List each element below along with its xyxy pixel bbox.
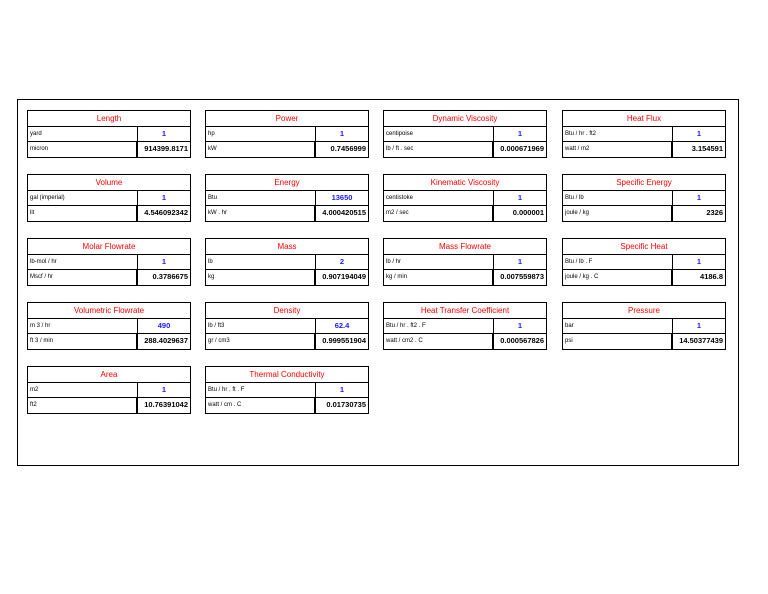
- volumetric-flowrate-input-value[interactable]: 490: [157, 321, 171, 330]
- heat-transfer-coefficient-output-row: [384, 334, 546, 349]
- kinematic-viscosity-title: Kinematic Viscosity: [384, 175, 546, 191]
- power-output-value: 0.7456999: [330, 144, 366, 153]
- thermal-conductivity-input-value[interactable]: 1: [339, 385, 345, 394]
- mass-input-row: [206, 255, 368, 270]
- thermal-conductivity-from-unit[interactable]: Btu / hr . ft . F: [206, 383, 316, 397]
- mass-flowrate-converter: [383, 238, 547, 286]
- energy-input-row: [206, 191, 368, 206]
- heat-transfer-coefficient-input-row: [384, 319, 546, 334]
- length-to-unit[interactable]: micron: [28, 142, 138, 157]
- energy-output-row: [206, 206, 368, 221]
- density-output-value: 0.999551904: [322, 336, 366, 345]
- volumetric-flowrate-to-unit[interactable]: ft 3 / min: [28, 334, 138, 349]
- molar-flowrate-converter: [27, 238, 191, 286]
- kinematic-viscosity-output-value: 0.000001: [512, 208, 544, 217]
- dynamic-viscosity-title: Dynamic Viscosity: [384, 111, 546, 127]
- mass-flowrate-output-value: 0.007559873: [500, 272, 544, 281]
- molar-flowrate-input-row: [28, 255, 190, 270]
- length-converter: [27, 110, 191, 158]
- pressure-title: Pressure: [563, 303, 725, 319]
- volumetric-flowrate-output-row: [28, 334, 190, 349]
- length-output-value: 914399.8171: [144, 144, 188, 153]
- specific-heat-to-unit[interactable]: joule / kg . C: [563, 270, 673, 285]
- area-input-value[interactable]: 1: [161, 385, 167, 394]
- thermal-conductivity-input-row: [206, 383, 368, 398]
- pressure-from-unit[interactable]: bar: [563, 319, 673, 333]
- heat-flux-to-unit[interactable]: watt / m2: [563, 142, 673, 157]
- kinematic-viscosity-input-row: [384, 191, 546, 206]
- volume-converter: [27, 174, 191, 222]
- energy-input-value[interactable]: 13650: [331, 193, 353, 202]
- specific-energy-output-row: [563, 206, 725, 221]
- heat-flux-output-row: [563, 142, 725, 157]
- specific-energy-to-unit[interactable]: joule / kg: [563, 206, 673, 221]
- specific-energy-input-value[interactable]: 1: [696, 193, 702, 202]
- heat-flux-input-row: [563, 127, 725, 142]
- pressure-output-value: 14.50377439: [679, 336, 723, 345]
- length-input-row: [28, 127, 190, 142]
- energy-converter: [205, 174, 369, 222]
- kinematic-viscosity-converter: [383, 174, 547, 222]
- dynamic-viscosity-from-unit[interactable]: centipoise: [384, 127, 494, 141]
- heat-transfer-coefficient-to-unit[interactable]: watt / cm2 . C: [384, 334, 494, 349]
- energy-from-unit[interactable]: Btu: [206, 191, 316, 205]
- heat-transfer-coefficient-converter: [383, 302, 547, 350]
- heat-transfer-coefficient-from-unit[interactable]: Btu / hr . ft2 . F: [384, 319, 494, 333]
- volumetric-flowrate-input-row: [28, 319, 190, 334]
- length-input-value[interactable]: 1: [161, 129, 167, 138]
- specific-heat-output-row: [563, 270, 725, 285]
- density-from-unit[interactable]: lb / ft3: [206, 319, 316, 333]
- area-title: Area: [28, 367, 190, 383]
- mass-flowrate-input-value[interactable]: 1: [517, 257, 523, 266]
- energy-title: Energy: [206, 175, 368, 191]
- area-from-unit[interactable]: m2: [28, 383, 138, 397]
- thermal-conductivity-to-unit[interactable]: watt / cm . C: [206, 398, 316, 413]
- heat-flux-from-unit[interactable]: Btu / hr . ft2: [563, 127, 673, 141]
- mass-output-value: 0.907194049: [322, 272, 366, 281]
- thermal-conductivity-converter: [205, 366, 369, 414]
- heat-flux-converter: [562, 110, 726, 158]
- dynamic-viscosity-input-value[interactable]: 1: [517, 129, 523, 138]
- heat-transfer-coefficient-input-value[interactable]: 1: [517, 321, 523, 330]
- dynamic-viscosity-output-row: [384, 142, 546, 157]
- area-input-row: [28, 383, 190, 398]
- power-output-row: [206, 142, 368, 157]
- volume-output-row: [28, 206, 190, 221]
- density-title: Density: [206, 303, 368, 319]
- power-to-unit[interactable]: kW: [206, 142, 316, 157]
- power-converter: [205, 110, 369, 158]
- kinematic-viscosity-to-unit[interactable]: m2 / sec: [384, 206, 494, 221]
- heat-flux-output-value: 3.154591: [691, 144, 723, 153]
- molar-flowrate-output-row: [28, 270, 190, 285]
- thermal-conductivity-title: Thermal Conductivity: [206, 367, 368, 383]
- mass-flowrate-input-row: [384, 255, 546, 270]
- mass-from-unit[interactable]: lb: [206, 255, 316, 269]
- heat-transfer-coefficient-title: Heat Transfer Coefficient: [384, 303, 546, 319]
- length-title: Length: [28, 111, 190, 127]
- mass-flowrate-from-unit[interactable]: lb / hr: [384, 255, 494, 269]
- mass-input-value[interactable]: 2: [339, 257, 345, 266]
- molar-flowrate-to-unit[interactable]: Mscf / hr: [28, 270, 138, 285]
- pressure-input-value[interactable]: 1: [696, 321, 702, 330]
- mass-flowrate-title: Mass Flowrate: [384, 239, 546, 255]
- heat-flux-title: Heat Flux: [563, 111, 725, 127]
- thermal-conductivity-output-value: 0.01730735: [326, 400, 366, 409]
- energy-to-unit[interactable]: kW . hr: [206, 206, 316, 221]
- dynamic-viscosity-input-row: [384, 127, 546, 142]
- volumetric-flowrate-output-value: 288.4029637: [144, 336, 188, 345]
- mass-title: Mass: [206, 239, 368, 255]
- mass-flowrate-output-row: [384, 270, 546, 285]
- volume-output-value: 4.546092342: [144, 208, 188, 217]
- area-output-value: 10.76391042: [144, 400, 188, 409]
- energy-output-value: 4.000420515: [322, 208, 366, 217]
- dynamic-viscosity-to-unit[interactable]: lb / ft . sec: [384, 142, 494, 157]
- kinematic-viscosity-output-row: [384, 206, 546, 221]
- mass-to-unit[interactable]: kg: [206, 270, 316, 285]
- specific-heat-title: Specific Heat: [563, 239, 725, 255]
- volumetric-flowrate-converter: [27, 302, 191, 350]
- molar-flowrate-output-value: 0.3786675: [152, 272, 188, 281]
- kinematic-viscosity-from-unit[interactable]: centistoke: [384, 191, 494, 205]
- pressure-to-unit[interactable]: psi: [563, 334, 673, 349]
- heat-transfer-coefficient-output-value: 0.000567826: [500, 336, 544, 345]
- density-to-unit[interactable]: gr / cm3: [206, 334, 316, 349]
- specific-heat-from-unit[interactable]: Btu / lb . F: [563, 255, 673, 269]
- specific-heat-converter: [562, 238, 726, 286]
- mass-flowrate-to-unit[interactable]: kg / min: [384, 270, 494, 285]
- area-converter: [27, 366, 191, 414]
- specific-heat-input-row: [563, 255, 725, 270]
- molar-flowrate-from-unit[interactable]: lb-mol / hr: [28, 255, 138, 269]
- length-from-unit[interactable]: yard: [28, 127, 138, 141]
- volume-input-value[interactable]: 1: [161, 193, 167, 202]
- pressure-input-row: [563, 319, 725, 334]
- pressure-output-row: [563, 334, 725, 349]
- volumetric-flowrate-title: Volumetric Flowrate: [28, 303, 190, 319]
- heat-flux-input-value[interactable]: 1: [696, 129, 702, 138]
- volume-title: Volume: [28, 175, 190, 191]
- area-output-row: [28, 398, 190, 413]
- volumetric-flowrate-from-unit[interactable]: m 3 / hr: [28, 319, 138, 333]
- density-input-row: [206, 319, 368, 334]
- volume-input-row: [28, 191, 190, 206]
- power-title: Power: [206, 111, 368, 127]
- pressure-converter: [562, 302, 726, 350]
- mass-output-row: [206, 270, 368, 285]
- volume-to-unit[interactable]: lit: [28, 206, 138, 221]
- length-output-row: [28, 142, 190, 157]
- specific-heat-input-value[interactable]: 1: [696, 257, 702, 266]
- dynamic-viscosity-output-value: 0.000671969: [500, 144, 544, 153]
- specific-energy-input-row: [563, 191, 725, 206]
- molar-flowrate-title: Molar Flowrate: [28, 239, 190, 255]
- specific-heat-output-value: 4186.8: [700, 272, 723, 281]
- power-input-row: [206, 127, 368, 142]
- power-input-value[interactable]: 1: [339, 129, 345, 138]
- volume-from-unit[interactable]: gal (imperial): [28, 191, 138, 205]
- molar-flowrate-input-value[interactable]: 1: [161, 257, 167, 266]
- density-converter: [205, 302, 369, 350]
- area-to-unit[interactable]: ft2: [28, 398, 138, 413]
- specific-energy-output-value: 2326: [706, 208, 723, 217]
- dynamic-viscosity-converter: [383, 110, 547, 158]
- specific-energy-converter: [562, 174, 726, 222]
- kinematic-viscosity-input-value[interactable]: 1: [517, 193, 523, 202]
- mass-converter: [205, 238, 369, 286]
- density-input-value[interactable]: 62.4: [334, 321, 350, 330]
- density-output-row: [206, 334, 368, 349]
- power-from-unit[interactable]: hp: [206, 127, 316, 141]
- specific-energy-from-unit[interactable]: Btu / lb: [563, 191, 673, 205]
- thermal-conductivity-output-row: [206, 398, 368, 413]
- specific-energy-title: Specific Energy: [563, 175, 725, 191]
